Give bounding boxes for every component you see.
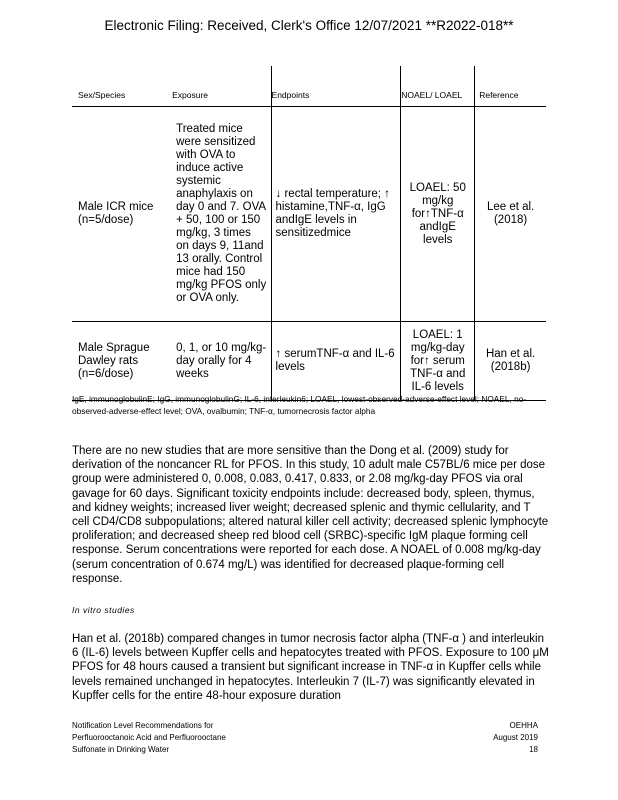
cell-endpoints: ↓ rectal temperature; ↑ histamine,TNF-α, IgG andIgE levels in sensitizedmice: [271, 107, 401, 322]
footer-line-1: Notification Level Recommendations for: [72, 721, 214, 730]
col-noael-loael: NOAEL/ LOAEL: [401, 66, 475, 107]
table-row: [72, 322, 546, 401]
col-exposure: Exposure: [172, 66, 271, 107]
page-number: 18: [529, 745, 538, 754]
col-sex-species: Sex/Species: [72, 66, 172, 107]
footer-meta: [493, 720, 538, 756]
cell-endpoints: ↑ serumTNF-α and IL-6 levels: [271, 322, 401, 401]
footer-org: OEHHA: [509, 721, 538, 730]
cell-species: Male ICR mice (n=5/dose): [72, 107, 172, 322]
table-header-row: [72, 66, 546, 107]
body-paragraph-dong: There are no new studies that are more sensitive than the Dong et al. (2009) study for derivation of the noncancer RL for PFOS. In this study, 10 adult male C57BL/6 mice per dose group were administered 0, 0.008, 0.083, 0.417, 0.833, or 2.08 mg/kg-day PFOS via oral gavage for 60 days. Significant toxicity endpoints include: decreased body, spleen, thymus, and kidney weights; increased liver weight; decreased splenic and thymic cellularity, and T cell CD4/CD8 subpopulations; altered natural killer cell activity; decreased splenic lymphocyte proliferation; and decreased sheep red blood cell (SRBC)-specific IgM plaque forming cell response. Serum concentrations were reported for each dose. A NOAEL of 0.008 mg/kg-day (serum concentration of 0.674 mg/L) was identified for decreased plaque-forming cell response.: [72, 445, 549, 585]
col-reference: Reference: [475, 66, 546, 107]
body-paragraph-han: Han et al. (2018b) compared changes in tumor necrosis factor alpha (TNF-α ) and interleukin 6 (IL-6) levels between Kupffer cells and hepatocytes treated with PFOS. Exposure to 100 μM PFOS for 48 hours caused a transient but significant increase in TNF-α in Kupffer cells while levels remained unchanged in hepatocytes. Interleukin 7 (IL-7) was significantly elevated in Kupffer cells for the entire 48-hour exposure duration: [72, 633, 549, 702]
footer-title: [72, 720, 226, 756]
table-footnote: IgE, immunoglobulinE; IgG, immunoglobulinG; IL-6, interleukin6; LOAEL, lowest-observed-adverse-effect level; NOAEL, no-observed-adverse-effect level; OVA, ovalbumin; TNF-α, tumornecrosis factor alpha: [72, 394, 527, 416]
filing-header: Electronic Filing: Received, Clerk's Office 12/07/2021 **R2022-018**: [104, 18, 514, 33]
study-table: [72, 66, 546, 401]
cell-exposure: Treated mice were sensitized with OVA to induce active systemic anaphylaxis on day 0 and 7. OVA + 50, 100 or 150 mg/kg, 3 times on days 9, 11and 13 orally. Control mice had 150 mg/kg PFOS only or OVA only.: [172, 107, 271, 322]
cell-noael: LOAEL: 50 mg/kg for↑TNF-α andIgE levels: [401, 107, 475, 322]
footer-date: August 2019: [493, 733, 538, 742]
col-endpoints: Endpoints: [271, 66, 401, 107]
cell-reference: Han et al. (2018b): [475, 322, 546, 401]
cell-exposure: 0, 1, or 10 mg/kg-day orally for 4 weeks: [172, 322, 271, 401]
cell-reference: Lee et al. (2018): [475, 107, 546, 322]
footer-line-2: Perfluorooctanoic Acid and Perfluorooctane: [72, 733, 226, 742]
cell-noael: LOAEL: 1 mg/kg-day for↑ serum TNF-α and IL-6 levels: [401, 322, 475, 401]
cell-species: Male Sprague Dawley rats (n=6/dose): [72, 322, 172, 401]
table-row: [72, 107, 546, 322]
footer-line-3: Sulfonate in Drinking Water: [72, 745, 170, 754]
section-subheading: In vitro studies: [72, 605, 135, 615]
